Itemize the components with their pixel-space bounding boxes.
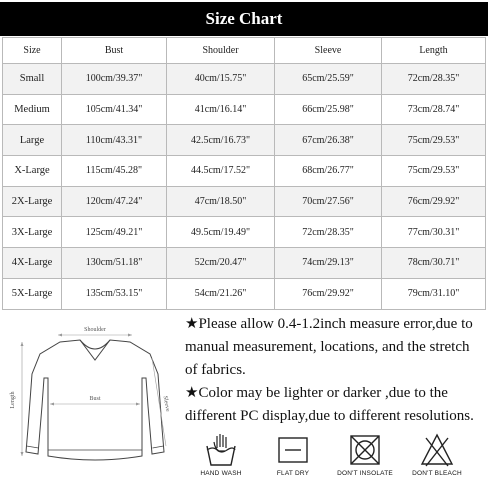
do-not-bleach-icon [419, 432, 455, 468]
measurement-cell: 78cm/30.71" [382, 248, 486, 279]
measurement-cell: 44.5cm/17.52" [167, 156, 275, 187]
table-row [3, 278, 486, 309]
measurement-cell: 75cm/29.53" [382, 125, 486, 156]
chart-title: Size Chart [0, 2, 488, 36]
flat-dry-icon [275, 432, 311, 468]
header-sleeve: Sleeve [275, 38, 382, 64]
measurement-cell: 110cm/43.31" [62, 125, 167, 156]
measurement-cell: 54cm/21.26" [167, 278, 275, 309]
measurement-cell: 130cm/51.18" [62, 248, 167, 279]
table-row [3, 217, 486, 248]
measurement-cell: 125cm/49.21" [62, 217, 167, 248]
care-label-do-not-bleach: DON'T BLEACH [412, 470, 462, 477]
measurement-cell: 120cm/47.24" [62, 186, 167, 217]
measurement-cell: 66cm/25.98" [275, 94, 382, 125]
size-cell: X-Large [3, 156, 62, 187]
care-do-not-insolate [330, 432, 400, 485]
measurement-cell: 40cm/15.75" [167, 64, 275, 95]
size-cell: 2X-Large [3, 186, 62, 217]
table-row [3, 94, 486, 125]
measurement-cell: 72cm/28.35" [275, 217, 382, 248]
measurement-cell: 42.5cm/16.73" [167, 125, 275, 156]
measurement-cell: 67cm/26.38" [275, 125, 382, 156]
care-flat-dry [258, 432, 328, 485]
measurement-cell: 70cm/27.56" [275, 186, 382, 217]
measurement-cell: 41cm/16.14" [167, 94, 275, 125]
table-row [3, 186, 486, 217]
note-color: ★Color may be lighter or darker ,due to the different PC display,due to different resolutions. [185, 385, 474, 424]
hand-wash-icon [203, 432, 239, 468]
measurement-cell: 100cm/39.37" [62, 64, 167, 95]
header-length: Length [382, 38, 486, 64]
care-label-hand-wash: HAND WASH [200, 470, 242, 477]
measurement-cell: 49.5cm/19.49" [167, 217, 275, 248]
size-cell: Small [3, 64, 62, 95]
measurement-cell: 76cm/29.92" [275, 278, 382, 309]
table-row [3, 64, 486, 95]
size-cell: 4X-Large [3, 248, 62, 279]
bust-label: Bust [89, 396, 101, 402]
measurement-cell: 105cm/41.34" [62, 94, 167, 125]
measurement-cell: 79cm/31.10" [382, 278, 486, 309]
table-row [3, 156, 486, 187]
measurement-cell: 47cm/18.50" [167, 186, 275, 217]
measurement-cell: 77cm/30.31" [382, 217, 486, 248]
size-table [2, 37, 486, 310]
measurement-cell: 68cm/26.77" [275, 156, 382, 187]
care-label-flat-dry: FLAT DRY [276, 470, 310, 477]
note-measure-error: ★Please allow 0.4-1.2inch measure error,due to manual measurement, locations, and the stretch of fabrics. [185, 316, 473, 378]
shoulder-label: Shoulder [84, 327, 106, 333]
notes [185, 313, 485, 428]
do-not-insolate-icon [347, 432, 383, 468]
measurement-cell: 73cm/28.74" [382, 94, 486, 125]
table-row [3, 125, 486, 156]
header-size: Size [3, 38, 62, 64]
measurement-cell: 76cm/29.92" [382, 186, 486, 217]
table-row [3, 248, 486, 279]
measurement-cell: 65cm/25.59" [275, 64, 382, 95]
measurement-cell: 52cm/20.47" [167, 248, 275, 279]
measurement-cell: 74cm/29.13" [275, 248, 382, 279]
sweater-outline [0, 318, 180, 485]
size-cell: 3X-Large [3, 217, 62, 248]
measurement-cell: 75cm/29.53" [382, 156, 486, 187]
care-label-do-not-insolate: DON'T INSOLATE [337, 470, 393, 477]
garment-diagram [0, 318, 180, 485]
table-body [3, 64, 486, 310]
care-do-not-bleach [402, 432, 472, 485]
sleeve-label: Sleeve [161, 395, 171, 413]
measurement-cell: 115cm/45.28" [62, 156, 167, 187]
header-bust: Bust [62, 38, 167, 64]
measurement-cell: 72cm/28.35" [382, 64, 486, 95]
table-header-row [3, 38, 486, 64]
measurement-cell: 135cm/53.15" [62, 278, 167, 309]
size-cell: Medium [3, 94, 62, 125]
care-hand-wash [186, 432, 256, 485]
size-cell: Large [3, 125, 62, 156]
size-cell: 5X-Large [3, 278, 62, 309]
length-label: Length [10, 391, 16, 409]
care-instructions [186, 432, 486, 485]
header-shoulder: Shoulder [167, 38, 275, 64]
